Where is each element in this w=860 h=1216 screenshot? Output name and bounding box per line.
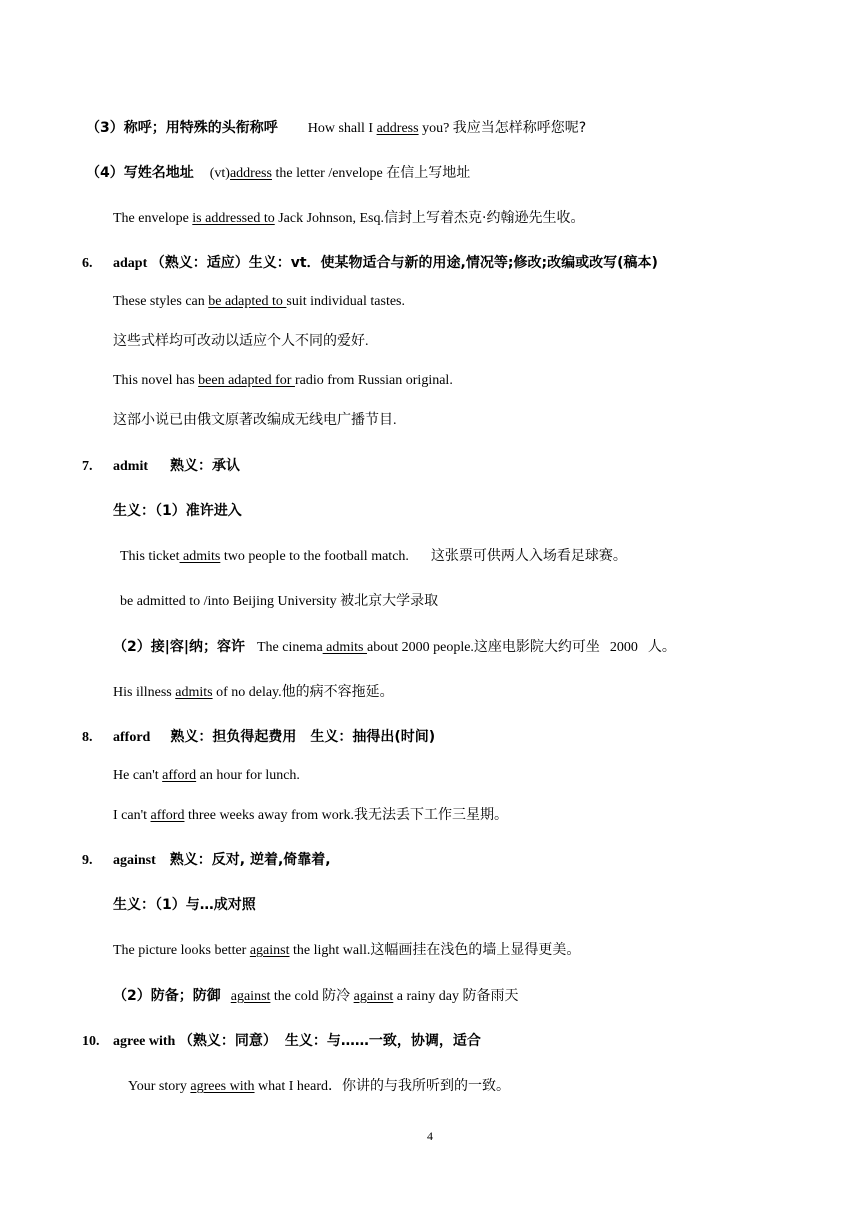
text-line [113,683,394,702]
text-line [113,896,256,915]
example-text: How shall I [307,121,377,136]
text-line [113,502,242,521]
example-text: 2000 [609,640,638,655]
example-text: Jack Johnson, Esq. [274,211,385,226]
example-text: The cinema [256,640,323,655]
example-text: His illness [113,685,176,700]
text-line [113,806,508,825]
example-text: radio from Russian original. [294,373,453,388]
example-text: of no delay. [212,685,282,700]
text-line [113,941,580,960]
keyword: against [230,989,271,1004]
keyword: address [229,166,272,181]
example-text: about 2000 people. [367,640,474,655]
example-text: the light wall. [289,943,371,958]
example-text: you? [418,121,453,136]
text-line [113,767,300,785]
example-text: what I heard． [254,1079,342,1094]
keyword: admits [322,640,367,655]
sense-label: （2）防备；防御 [113,988,221,1004]
example-text: a rainy day [393,989,463,1004]
example-text: suit individual tastes. [286,294,405,309]
entry-number: 10. [82,1034,100,1049]
sense-label: 熟义：担负得起费用 [170,729,297,745]
keyword: against [249,943,290,958]
example-text: The picture looks better [113,943,250,958]
keyword: agrees with [190,1079,255,1094]
example-text: . [365,334,369,349]
example-text: the cold [270,989,323,1004]
sense-label: 生义：（1）与…成对照 [113,897,256,913]
translation: 被北京大学录取 [340,593,439,609]
translation: 你讲的与我所听到的一致。 [342,1078,510,1094]
example-text: be admitted to /into Beijing University [120,594,341,609]
text-line [113,293,405,311]
example-text: I can't [113,808,151,823]
example-text: These styles can [113,294,209,309]
keyword: afford [150,808,185,823]
example-text: He can't [113,768,163,783]
example-text: This novel has [113,373,199,388]
entry-heading [82,1032,481,1051]
text-line [113,411,397,430]
entry-number: 6. [82,256,93,271]
keyword: admits [175,685,213,700]
text-line [113,332,369,351]
translation: 信封上写着杰克·约翰逊先生收。 [384,210,585,226]
translation: 这张票可供两人入场看足球赛。 [430,548,627,564]
headword: afford [113,730,151,745]
entry-heading [82,457,240,476]
sense-label: 生义：抽得出(时间) [310,729,436,745]
example-text: an hour for lunch. [196,768,300,783]
sense-label: 生义：与……一致，协调，适合 [284,1033,481,1049]
text-line [120,592,438,611]
text-line [113,209,584,228]
translation: 这部小说已由俄文原著改编成无线电广播节目 [113,412,393,428]
text-line [113,638,676,657]
keyword: afford [162,768,197,783]
keyword: be adapted to [208,294,287,309]
keyword: address [376,121,419,136]
text-line [128,1077,510,1096]
keyword: been adapted for [198,373,295,388]
translation: 我应当怎样称呼您呢? [452,120,587,136]
entry-number: 8. [82,730,93,745]
text-line [113,372,453,390]
translation: 在信上写地址 [386,165,471,181]
entry-heading [82,728,435,747]
translation: 人。 [647,639,676,655]
text-line [86,164,470,183]
sense-label: 熟义：承认 [170,458,240,474]
translation: 防冷 [322,988,351,1004]
headword: agree with [113,1034,179,1049]
entry-heading [82,851,331,870]
example-text: three weeks away from work. [184,808,354,823]
translation: 这幅画挂在浅色的墙上显得更美。 [370,942,581,958]
keyword: is addressed to [192,211,275,226]
headword: against [113,853,156,868]
example-text: . [393,413,397,428]
sense-label: （4）写姓名地址 [86,165,194,181]
keyword: admits [179,549,221,564]
translation: 防备雨天 [462,988,519,1004]
headword: admit [113,459,148,474]
translation: 这些式样均可改动以适应个人不同的爱好 [113,333,365,349]
sense-label: 生义：（1）准许进入 [113,503,242,519]
example-text: The envelope [113,211,193,226]
text-line [120,547,627,566]
example-text: Your story [128,1079,191,1094]
example-text: This ticket [120,549,180,564]
translation: 这座电影院大约可坐 [473,639,600,655]
example-text: two people to the football match. [220,549,409,564]
translation: 我无法丢下工作三星期。 [353,807,508,823]
entry-number: 7. [82,459,93,474]
headword: adapt [113,256,151,271]
translation: 他的病不容拖延。 [281,684,394,700]
example-text: (vt) [209,166,230,181]
page-number: 4 [427,1129,433,1143]
entry-heading [82,254,658,273]
text-line [113,987,518,1006]
sense-label: （熟义：同意） [178,1033,277,1049]
keyword: against [353,989,394,1004]
example-text: the letter /envelope [271,166,387,181]
sense-label: （2）接|容|纳；容许 [113,639,245,655]
entry-number: 9. [82,853,93,868]
sense-label: （3）称呼；用特殊的头衔称呼 [86,120,278,136]
sense-label: 熟义：反对, 逆着,倚靠着, [169,852,331,868]
text-line [86,119,586,138]
sense-label: （熟义：适应）生义：vt．使某物适合与新的用途,情况等;修改;改编或改写(稿本) [150,255,658,271]
